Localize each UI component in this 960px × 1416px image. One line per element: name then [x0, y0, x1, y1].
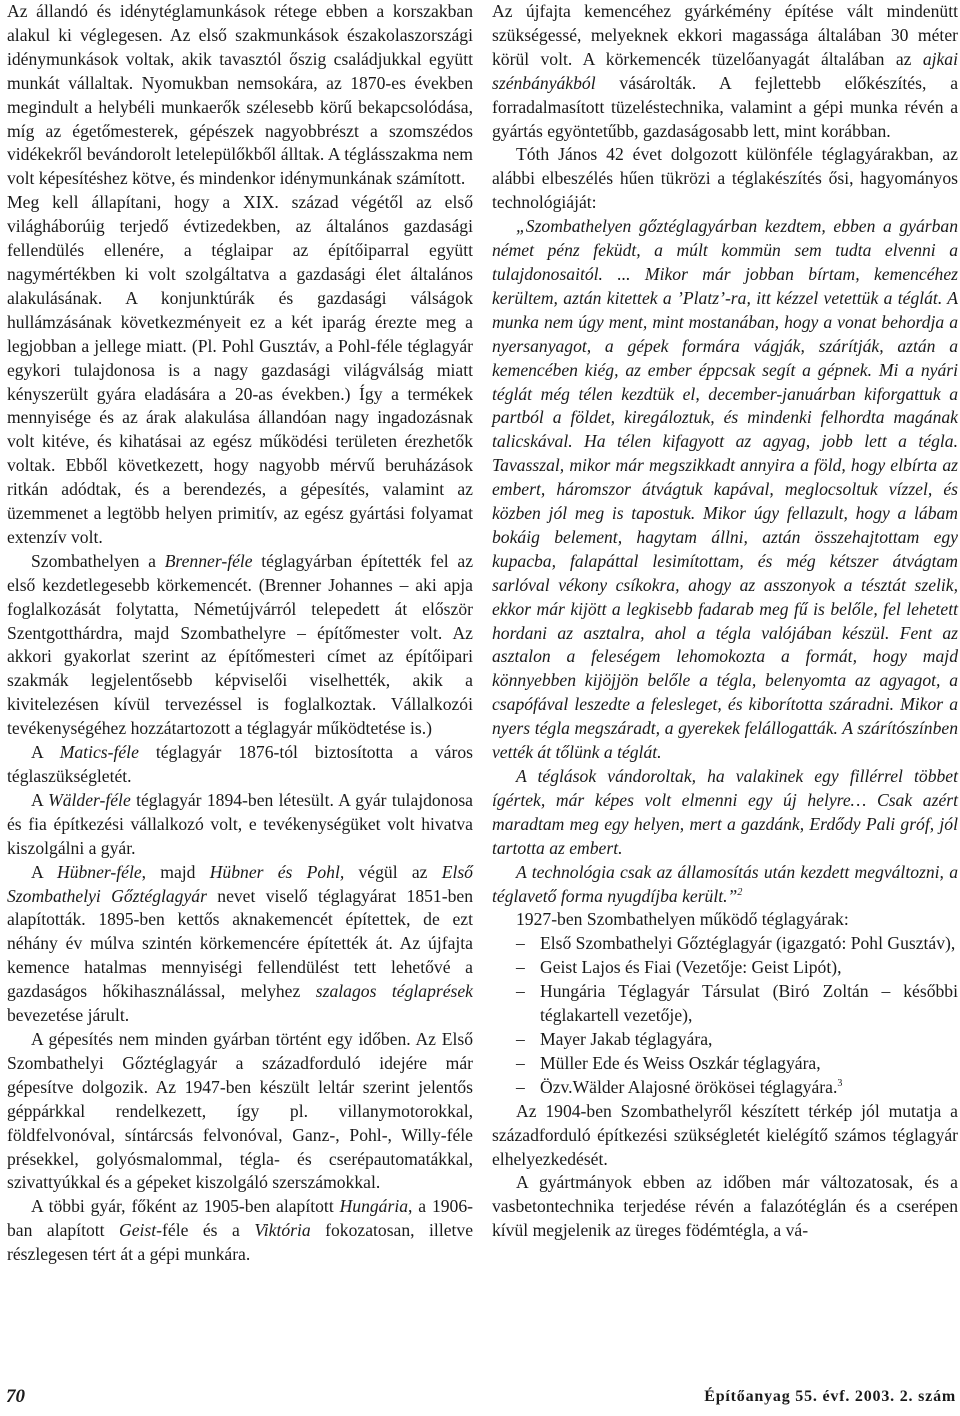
list-dash: –: [516, 981, 525, 1002]
left-column: [7, 0, 473, 1267]
right-column: [492, 0, 958, 1243]
journal-reference: Építőanyag 55. évf. 2003. 2. szám: [704, 1388, 956, 1405]
paragraph: Az 1904-ben Szombathelyről készített térkép jól mutatja a századforduló építkezési szükségletét kielégítő számos téglagyár elhelyezkedését.: [492, 1100, 958, 1169]
list-item: [492, 980, 958, 1028]
paragraph: A Wälder-féle téglagyár 1894-ben létesült. A gyár tulajdonosa és fia építkezési vállalkozó volt, e tevékenységüket volt hivatva kiszolgálni a gyár.: [7, 789, 473, 858]
list-item: [492, 1076, 958, 1100]
factory-list: [492, 932, 958, 1099]
list-dash: –: [516, 1028, 525, 1049]
paragraph: Az újfajta kemencéhez gyárkémény építése vált mindenütt szükségessé, melyeknek ekkori magassága általában 30 méter körül volt. A körkemencék tüzelőanyagát általában az ajkai szénbányákból vásárolták. A fejlettebb előkészítés, a forradalmasított tüzeléstechnika, valamint a gépi munka révén a gyártás egyöntetűbb, gazdaságosabb lett, mint korábban.: [492, 1, 958, 141]
list-dash: –: [516, 933, 525, 954]
paragraph: Tóth János 42 évet dolgozott különféle téglagyárakban, az alábbi elbeszélés hűen tükrözi a téglakészítés ősi, hagyományos technológiáját:: [492, 144, 958, 213]
list-dash: –: [516, 1076, 525, 1097]
list-dash: –: [516, 957, 525, 978]
paragraph: A gyártmányok ebben az időben már változatosak, és a vasbetontechnika terjedése révén a falazótéglán és a cserépen kívül megjelenik az üreges födémtégla, a vá-: [492, 1172, 958, 1241]
list-item: [492, 1028, 958, 1052]
paragraph: A gépesítés nem minden gyárban történt egy időben. Az Első Szombathelyi Gőztéglagyár a századforduló idejére már gépesítve dolgozik. Az 1947-ben készült leltár szerint jelentős géppárkkal rendelkezett, így pl. villanymotorokkal, földfelvonóval, síntárcsás felvonóval, Ganz-, Pohl-, Willy-féle présekkel, golyósmalommal, tégla- és cserépautomatákkal, szivattyúkkal és a gépeket kiszolgáló szerszámokkal.: [7, 1028, 473, 1193]
paragraph: A Hübner-féle, majd Hübner és Pohl, végül az Első Szombathelyi Gőztéglagyár nevet viselő téglagyárat 1851-ben alapították. 1895-ben kettős aknakemencét építettek, de ezt néhány év múlva szintén körkemencére építették át. Az újfajta kemence hatalmas mennyiségi fellendülést tett lehetővé a gazdaságos hőkihasználással, melyhez szalagos téglaprések bevezetése járult.: [7, 861, 473, 1026]
paragraph: A technológia csak az államosítás után kezdett megváltozni, a téglavető forma nyugdíjba került.”$^2$: [492, 861, 958, 906]
paragraph: „Szombathelyen gőztéglagyárban kezdtem, ebben a gyárban német pénz feküdt, a múlt kommün sem tudta elvenni a tulajdonosaitól. ... Mikor már jobban bírtam, kemencéhez kerültem, aztán kitettek a ’Platz’-ra, itt kézzel vetettük a téglát. A munka nem úgy ment, mint mostanában, hogy a vonat behordja a nyersanyagot, a gépek formára vágják, szárítják, aztán a kemencében kiég, az ember éppcsak segít a gépnek. Mi a nyári téglát még télen kezdtük el, december-januárban kiforgattuk a partból a földet, kiregáloztuk, és mindenki felhordta magának talicskával. Ha télen kifagyott az agyag, jobb lett a tégla. Tavasszal, mikor már megszikkadt annyira a föld, hogy elbírta az embert, háromszor átvágtuk kapával, meglocsoltuk vízzel, és közben jól meg is tapostuk. Mikor úgy fellazult, hogy a lábam bokáig belement, hagytam állni, aztán összehajtottam egy kupacba, falapáttal lesimítottam, és még kétszer átvágtam sarlóval vékony csíkokra, ahogy az asszonyok a tésztát szelik, ekkor már kijött a legkisebb fadarab meg fű is belőle, fel lehetett hordani az asztalra, ahol a tégla valójában készül. Fent az asztalon a feleségem lehomokozta a formát, hogy majd könnyebben kijöjjön belőle a tégla, belenyomta az agyagot, a csapófával leszedte a felesleget, és kiborította száradni. Mikor a nyers tégla megszáradt, a gyerekek felállogatták. A szárítószínben vették át tőlünk a téglát.: [492, 216, 958, 763]
list-item-text: Hungária Téglagyár Társulat (Biró Zoltán – későbbi téglakartell vezetője),: [540, 981, 958, 1026]
list-dash: –: [516, 1052, 525, 1073]
paragraph: A Matics-féle téglagyár 1876-tól biztosította a város téglaszükségletét.: [7, 742, 473, 786]
paragraph: Meg kell állapítani, hogy a XIX. század végétől az első világháborúig terjedő évtizedekben, az általános gazdasági fellendülés ellenére, a téglaipar az építőiparral együtt nagymértékben ki volt szolgáltatva a gazdasági élet általános alakulásának. A konjunktúrák és gazdasági válságok hullámzásának következményeit ez a két iparág érezte meg a legjobban a jellege miatt. (Pl. Pohl Gusztáv, a Pohl-féle téglagyár egykori tulajdonosa is a nagy gazdasági világválság miatt kényszerült gyára eladására a 20-as években.) Így a termékek mennyisége és az árak alakulása állandóan nagy ingadozásnak volt kitéve, és kihatásai az egész működési területen érezhetők voltak. Ebből következett, hogy nagyobb mérvű beruházások ritkán adódtak, és a berendezés, a gépesítés, valamint az üzemmenet a legtöbb helyen primitív, az egész gyártási folyamat extenzív volt.: [7, 192, 473, 547]
list-item-text: Özv.Wälder Alajosné örökösei téglagyára.$^3$: [540, 1076, 843, 1097]
paragraph: A többi gyár, főként az 1905-ben alapított Hungária, a 1906-ban alapított Geist-féle és a Viktória fokozatosan, illetve részlegesen tért át a gépi munkára.: [7, 1196, 474, 1265]
list-item-text: Geist Lajos és Fiai (Vezetője: Geist Lipót),: [540, 957, 842, 978]
list-item: [492, 1052, 958, 1076]
page-number: 70: [6, 1386, 25, 1407]
paragraph: Az állandó és idénytéglamunkások rétege ebben a korszakban alakul ki véglegesen. Az első szakmunkások északolaszországi idénymunkások voltak, akik tavasztól őszig családjukkal együtt munkát vállaltak. Nyomukban nemsokára, az 1870-es években megindult a helybéli munkaerők szélesebb körű bekapcsolódása, míg az égetőmesterek, gépészek nagyobbrészt a szomszédos vidékekről bevándorolt letelepülőkből álltak. A téglásszakma nem volt képesítéshez kötve, és mindenkor idénymunkának számított.: [7, 1, 473, 189]
page-footer: [0, 1386, 960, 1412]
paragraph: A téglások vándoroltak, ha valakinek egy fillérrel többet ígértek, már képes volt elmenni egy új helyre… Csak azért maradtam meg egy helyen, mert a gazdánk, Erdődy Pali gróf, jól tartotta az embert.: [492, 766, 958, 858]
list-item: [492, 956, 958, 980]
list-item-text: Első Szombathelyi Gőztéglagyár (igazgató: Pohl Gusztáv),: [540, 933, 956, 954]
list-item: [492, 932, 958, 956]
list-item-text: Müller Ede és Weiss Oszkár téglagyára,: [540, 1052, 821, 1073]
list-item-text: Mayer Jakab téglagyára,: [540, 1028, 713, 1049]
paragraph: 1927-ben Szombathelyen működő téglagyárak:: [516, 909, 849, 930]
paragraph: Szombathelyen a Brenner-féle téglagyárban építették fel az első kezdetlegesebb körkemencét. (Brenner Johannes – aki apja foglalkozását folytatta, Németújvárról telepedett át először Szentgotthárdra, majd Szombathelyre – építőmester volt. Az akkori gyakorlat szerint az építőmesteri címet az építőipari szakmák legjelentősebb képviselői viselhették, akik a kivitelezésen kívül tervezéssel is foglalkoztak. Vállalkozói tevékenységéhez hozzátartozott a téglagyár működtetése is.): [7, 550, 473, 739]
